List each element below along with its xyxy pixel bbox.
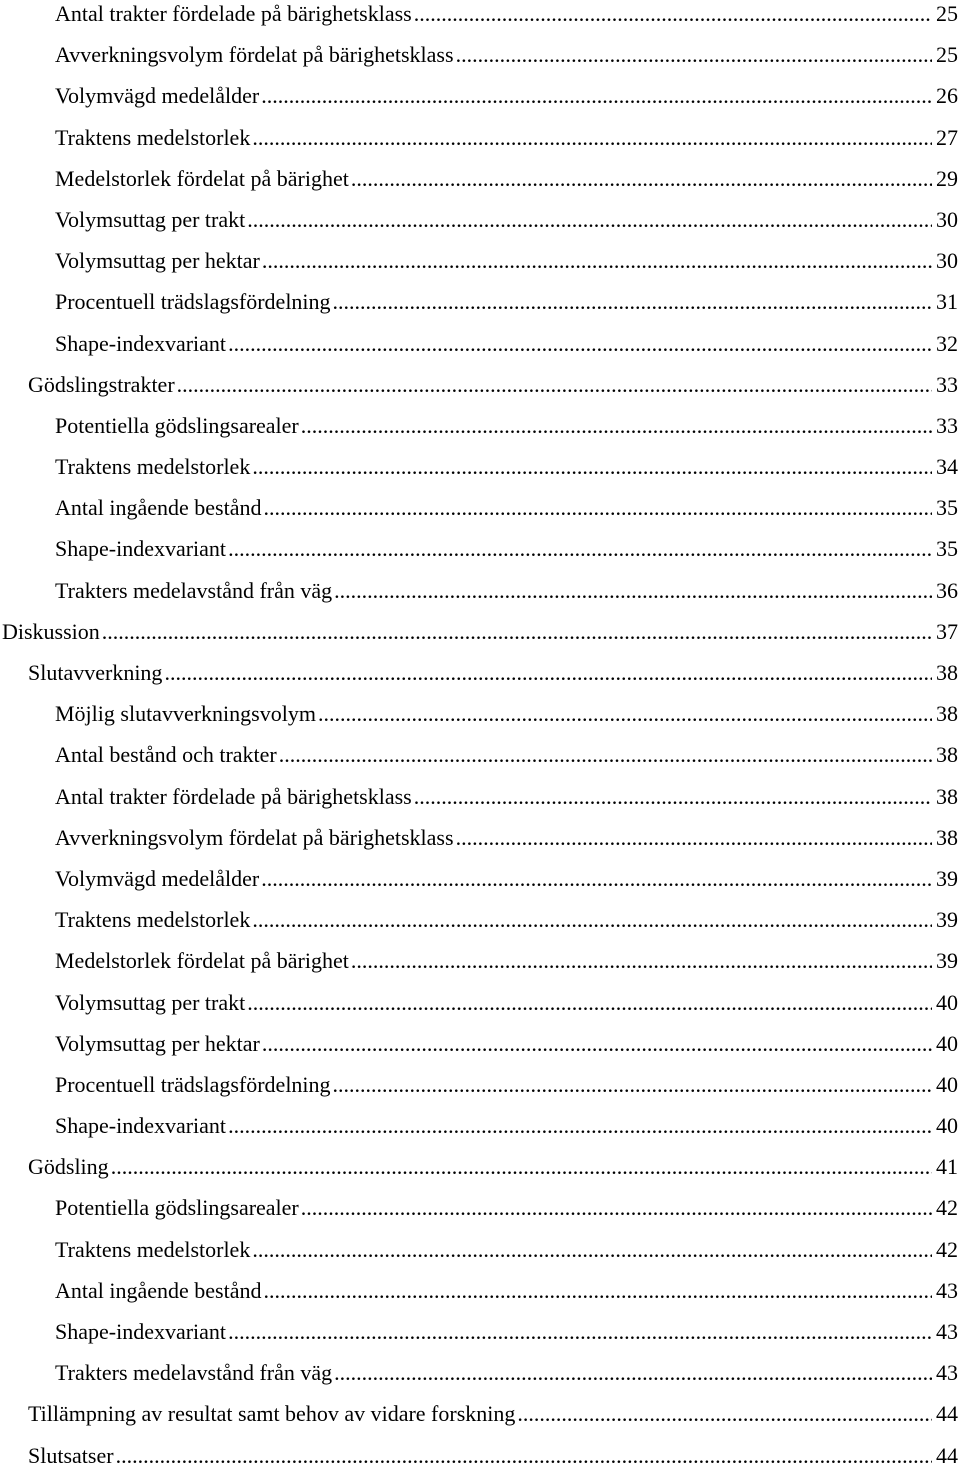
toc-entry-title: Medelstorlek fördelat på bärighet [55, 948, 349, 974]
toc-entry[interactable] [0, 619, 960, 660]
toc-entry-title: Antal trakter fördelade på bärighetsklass [55, 1, 412, 26]
toc-dot-leader [517, 1401, 932, 1427]
toc-entry-title: Potentiella gödslingsarealer [55, 412, 299, 438]
toc-entry-title: Möjlig slutavverkningsvolym [55, 701, 316, 727]
toc-entry-page-number: 25 [936, 42, 958, 68]
toc-dot-leader [279, 742, 932, 768]
toc-entry-title: Gödslingstrakter [28, 371, 175, 397]
toc-entry[interactable] [0, 1360, 960, 1401]
toc-entry-page-number: 41 [936, 1154, 958, 1180]
toc-entry-page-number: 38 [936, 783, 958, 809]
toc-entry[interactable] [0, 660, 960, 701]
toc-dot-leader [318, 701, 932, 727]
toc-entry[interactable] [0, 784, 960, 825]
toc-dot-leader [351, 166, 932, 192]
toc-entry-page-number: 35 [936, 495, 958, 521]
toc-entry-page-number: 39 [936, 907, 958, 933]
toc-entry-page-number: 44 [936, 1442, 958, 1468]
toc-entry[interactable] [0, 990, 960, 1031]
toc-dot-leader [414, 784, 932, 810]
toc-dot-leader [264, 495, 933, 521]
toc-entry[interactable] [0, 1, 960, 42]
toc-entry-page-number: 35 [936, 536, 958, 562]
toc-entry-title: Volymsuttag per hektar [55, 248, 260, 274]
toc-entry-title: Avverkningsvolym fördelat på bärighetsklass [55, 42, 454, 68]
toc-dot-leader [264, 1278, 933, 1304]
toc-entry-title: Slutsatser [28, 1442, 114, 1468]
toc-entry-page-number: 33 [936, 371, 958, 397]
toc-entry-page-number: 36 [936, 577, 958, 603]
toc-entry-title: Shape-indexvariant [55, 536, 227, 562]
toc-dot-leader [333, 289, 932, 315]
toc-entry-page-number: 42 [936, 1236, 958, 1262]
toc-entry-page-number: 40 [936, 1113, 958, 1139]
toc-dot-leader [414, 1, 932, 27]
toc-entry-page-number: 27 [936, 124, 958, 150]
toc-entry-page-number: 34 [936, 454, 958, 480]
toc-entry-title: Medelstorlek fördelat på bärighet [55, 165, 349, 191]
toc-entry-title: Antal ingående bestånd [55, 495, 262, 521]
toc-entry[interactable] [0, 413, 960, 454]
toc-dot-leader [228, 1113, 932, 1139]
toc-entry-title: Volymsuttag per trakt [55, 206, 246, 232]
toc-entry[interactable] [0, 1319, 960, 1360]
toc-entry-title: Traktens medelstorlek [55, 454, 251, 480]
toc-entry[interactable] [0, 125, 960, 166]
toc-dot-leader [252, 1237, 932, 1263]
toc-entry-page-number: 31 [936, 289, 958, 315]
toc-entry-title: Shape-indexvariant [55, 330, 227, 356]
toc-entry-title: Volymvägd medelålder [55, 83, 260, 109]
toc-dot-leader [252, 454, 932, 480]
toc-entry-title: Volymsuttag per hektar [55, 1030, 260, 1056]
toc-entry-page-number: 40 [936, 1071, 958, 1097]
toc-dot-leader [247, 990, 932, 1016]
toc-entry-page-number: 33 [936, 412, 958, 438]
toc-entry[interactable] [0, 1072, 960, 1113]
toc-entry-page-number: 30 [936, 248, 958, 274]
toc-entry-title: Procentuell trädslagsfördelning [55, 1071, 331, 1097]
toc-entry-title: Antal ingående bestånd [55, 1277, 262, 1303]
toc-dot-leader [334, 578, 932, 604]
toc-entry[interactable] [0, 1031, 960, 1072]
toc-dot-leader [301, 413, 932, 439]
toc-dot-leader [228, 1319, 932, 1345]
toc-entry-page-number: 40 [936, 989, 958, 1015]
toc-entry-title: Slutavverkning [28, 660, 163, 685]
toc-entry-page-number: 26 [936, 83, 958, 109]
toc-entry-title: Trakters medelavstånd från väg [55, 577, 333, 603]
toc-entry-page-number: 40 [936, 1030, 958, 1056]
toc-dot-leader [301, 1195, 932, 1221]
toc-dot-leader [456, 825, 932, 851]
toc-entry-page-number: 43 [936, 1319, 958, 1344]
toc-entry[interactable] [0, 1154, 960, 1195]
toc-entry[interactable] [0, 42, 960, 83]
toc-dot-leader [456, 42, 932, 68]
toc-dot-leader [261, 83, 932, 109]
toc-entry-title: Potentiella gödslingsarealer [55, 1195, 299, 1221]
toc-entry-page-number: 37 [936, 618, 958, 644]
toc-dot-leader [333, 1072, 932, 1098]
toc-entry[interactable] [0, 907, 960, 948]
toc-dot-leader [228, 536, 932, 562]
toc-entry-title: Traktens medelstorlek [55, 907, 251, 933]
toc-entry[interactable] [0, 948, 960, 989]
toc-entry[interactable] [0, 248, 960, 289]
toc-entry[interactable] [0, 83, 960, 124]
toc-entry-page-number: 30 [936, 206, 958, 232]
toc-entry-title: Avverkningsvolym fördelat på bärighetsklass [55, 824, 454, 850]
toc-entry-page-number: 42 [936, 1195, 958, 1221]
toc-entry[interactable] [0, 207, 960, 248]
toc-dot-leader [252, 907, 932, 933]
toc-entry[interactable] [0, 825, 960, 866]
toc-entry[interactable] [0, 495, 960, 536]
toc-entry[interactable] [0, 742, 960, 783]
toc-entry-title: Traktens medelstorlek [55, 1236, 251, 1262]
toc-entry[interactable] [0, 1278, 960, 1319]
toc-entry-page-number: 32 [936, 330, 958, 356]
toc-dot-leader [247, 207, 932, 233]
toc-dot-leader [252, 125, 932, 151]
toc-dot-leader [164, 660, 932, 686]
toc-entry[interactable] [0, 1237, 960, 1278]
toc-entry-title: Shape-indexvariant [55, 1113, 227, 1139]
toc-dot-leader [228, 331, 932, 357]
toc-dot-leader [351, 948, 932, 974]
toc-entry[interactable] [0, 578, 960, 619]
toc-entry-page-number: 43 [936, 1360, 958, 1386]
toc-dot-leader [177, 372, 932, 398]
toc-entry-title: Trakters medelavstånd från väg [55, 1360, 333, 1386]
toc-entry[interactable] [0, 1443, 960, 1484]
toc-entry[interactable] [0, 1401, 960, 1442]
toc-entry[interactable] [0, 289, 960, 330]
toc-entry-page-number: 39 [936, 948, 958, 974]
toc-entry-page-number: 44 [936, 1401, 958, 1427]
toc-entry-page-number: 43 [936, 1277, 958, 1303]
toc-entry[interactable] [0, 866, 960, 907]
toc-entry-title: Shape-indexvariant [55, 1319, 227, 1344]
toc-entry-page-number: 38 [936, 824, 958, 850]
toc-entry[interactable] [0, 166, 960, 207]
toc-entry-title: Diskussion [2, 618, 100, 644]
toc-entry-page-number: 38 [936, 701, 958, 727]
toc-dot-leader [111, 1154, 932, 1180]
toc-entry-title: Procentuell trädslagsfördelning [55, 289, 331, 315]
toc-entry-page-number: 38 [936, 660, 958, 685]
toc-dot-leader [261, 866, 932, 892]
toc-entry[interactable] [0, 536, 960, 577]
toc-entry[interactable] [0, 1195, 960, 1236]
toc-entry[interactable] [0, 1113, 960, 1154]
toc-dot-leader [116, 1443, 932, 1469]
toc-entry[interactable] [0, 454, 960, 495]
toc-entry-page-number: 38 [936, 742, 958, 768]
toc-entry-page-number: 25 [936, 1, 958, 26]
toc-dot-leader [262, 248, 932, 274]
toc-dot-leader [262, 1031, 932, 1057]
toc-entry-title: Volymsuttag per trakt [55, 989, 246, 1015]
toc-entry-title: Tillämpning av resultat samt behov av vidare forskning [28, 1401, 516, 1427]
toc-entry-title: Antal trakter fördelade på bärighetsklass [55, 783, 412, 809]
toc-dot-leader [334, 1360, 932, 1386]
toc-entry-title: Gödsling [28, 1154, 109, 1180]
toc-entry[interactable] [0, 331, 960, 372]
toc-entry-title: Volymvägd medelålder [55, 865, 260, 891]
toc-dot-leader [102, 619, 932, 645]
toc-entry[interactable] [0, 372, 960, 413]
toc-entry-title: Antal bestånd och trakter [55, 742, 277, 768]
toc-entry-title: Traktens medelstorlek [55, 124, 251, 150]
toc-entry-page-number: 39 [936, 865, 958, 891]
toc-entry[interactable] [0, 701, 960, 742]
toc-entry-page-number: 29 [936, 165, 958, 191]
